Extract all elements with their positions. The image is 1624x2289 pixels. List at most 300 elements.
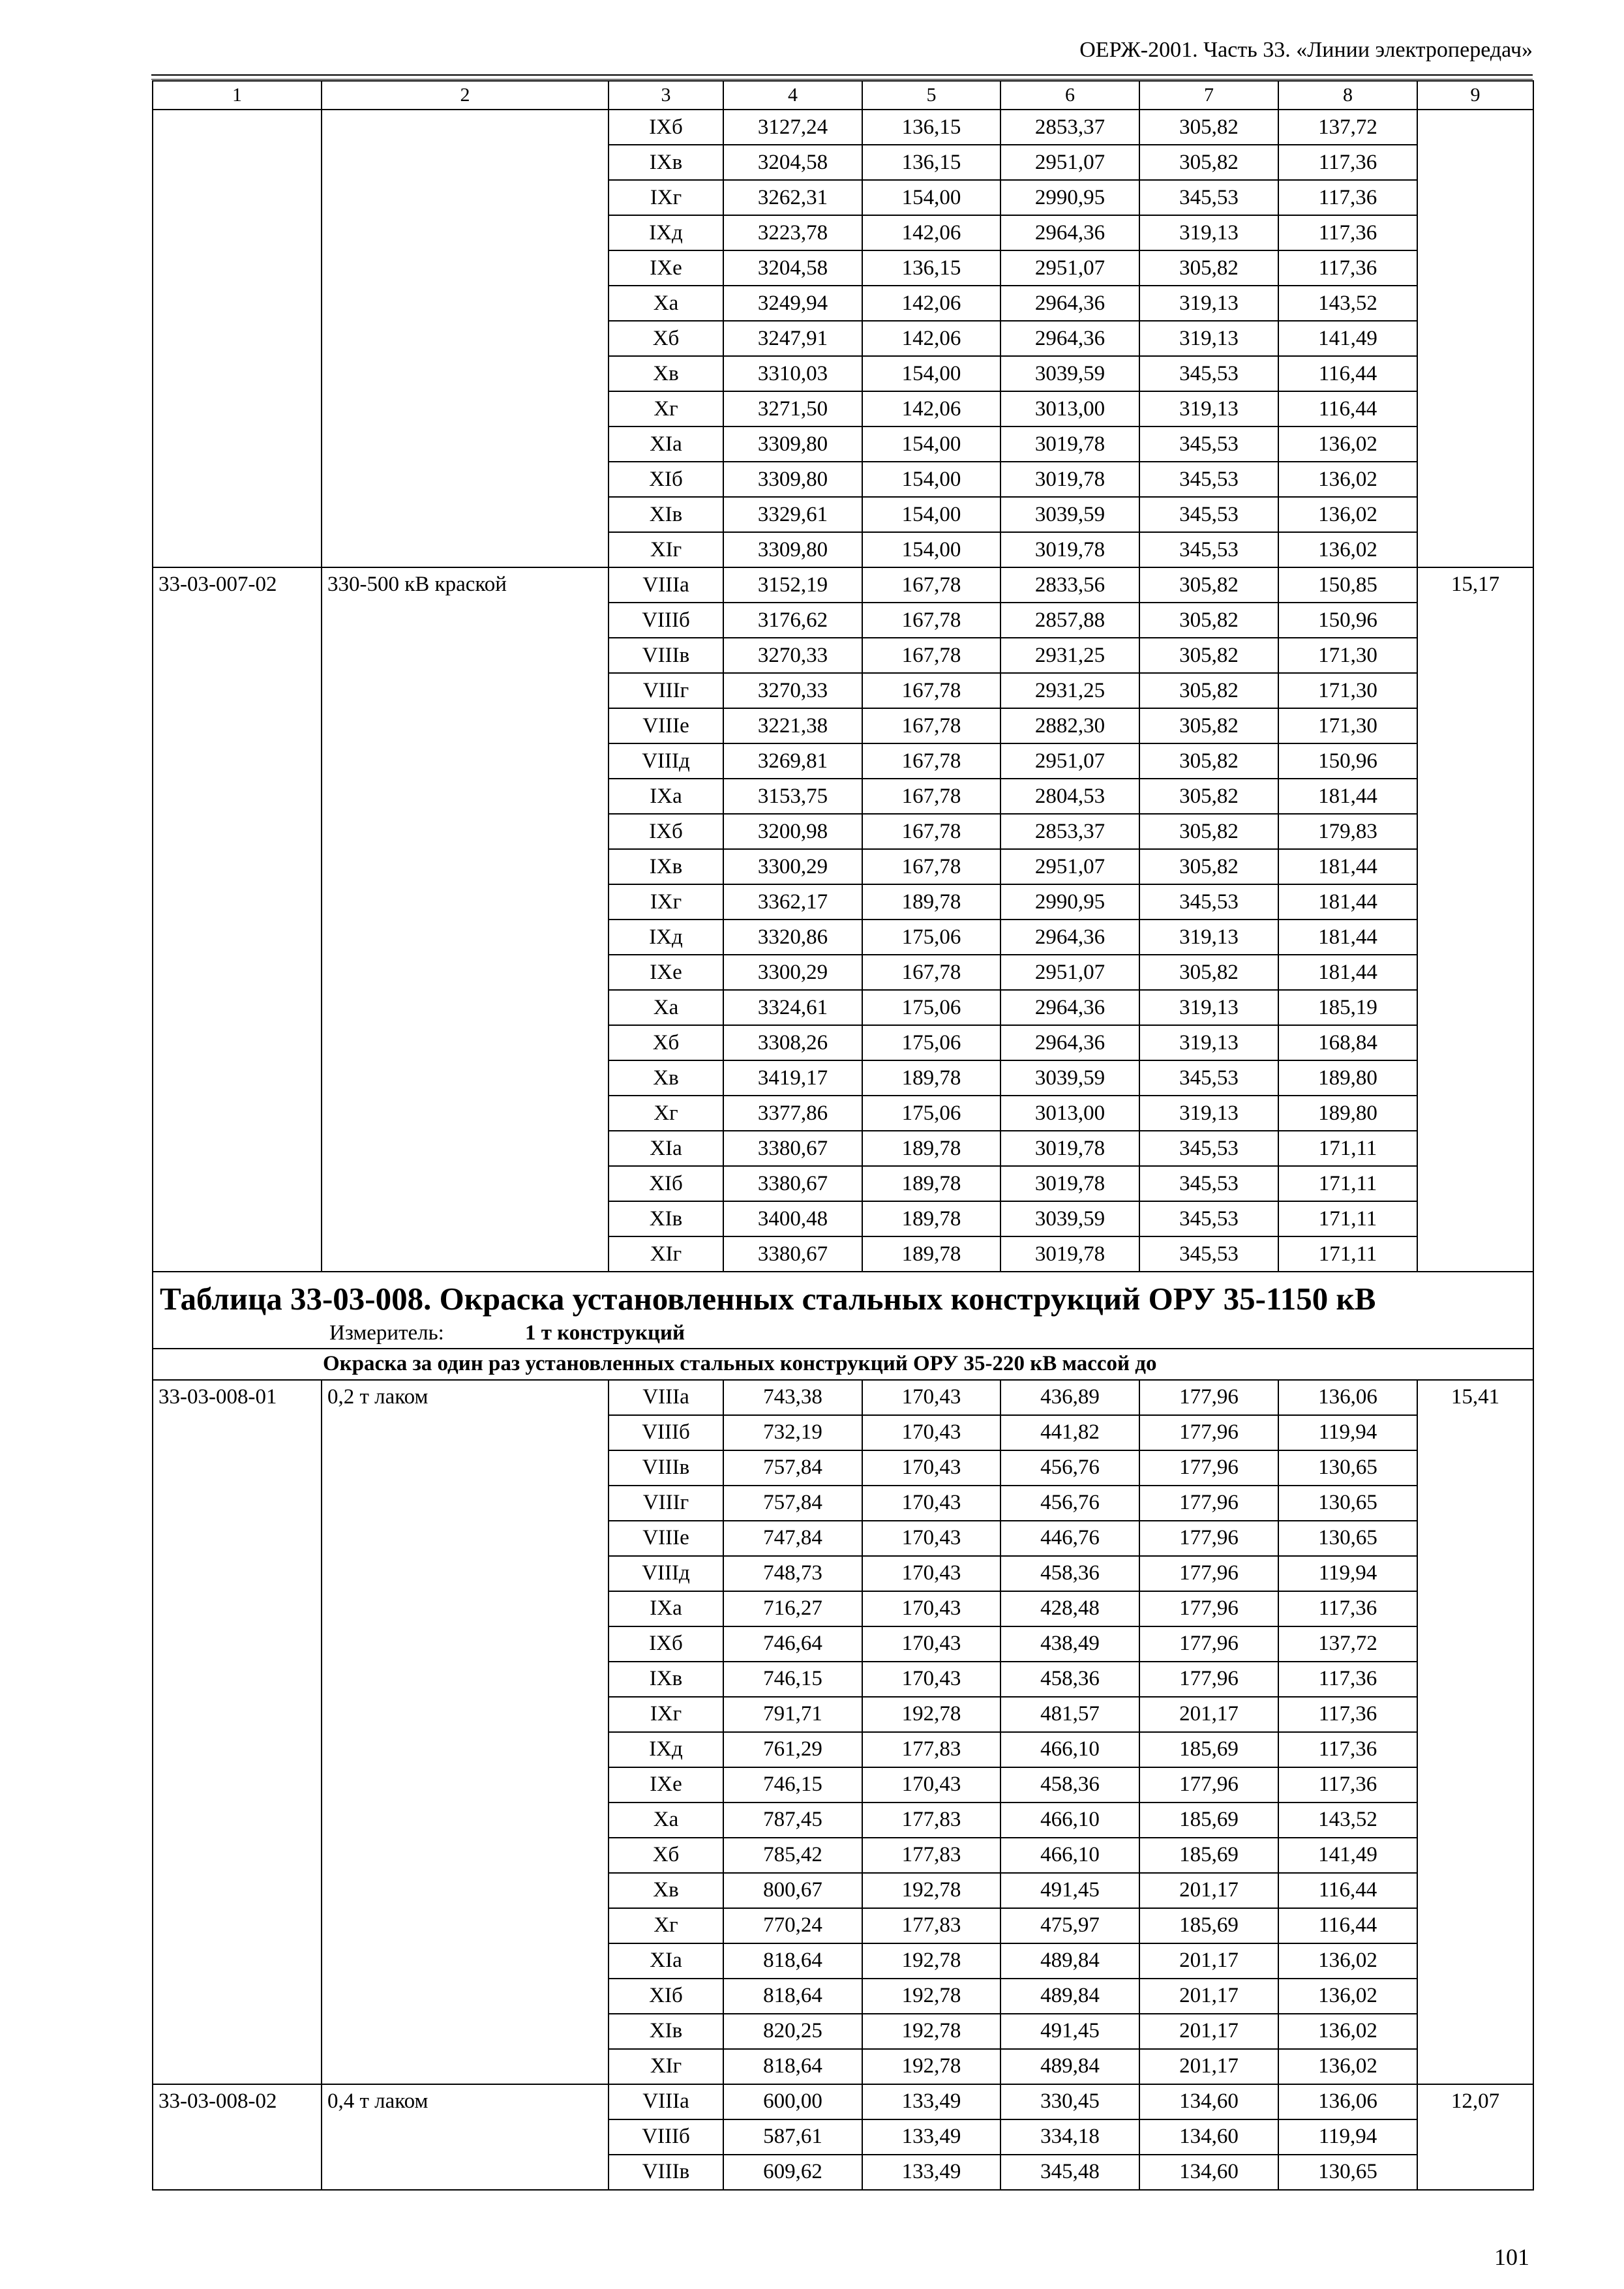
- zone-cell: IXе: [609, 1767, 723, 1803]
- value-cell: 141,49: [1278, 1838, 1417, 1873]
- value-cell: 818,64: [723, 1979, 862, 2014]
- value-cell: 319,13: [1139, 1025, 1278, 1060]
- value-cell: 757,84: [723, 1450, 862, 1486]
- value-cell: 136,06: [1278, 1380, 1417, 1415]
- value-cell: 3019,78: [1000, 1166, 1139, 1201]
- value-cell: 345,53: [1139, 356, 1278, 391]
- value-cell: 136,02: [1278, 1943, 1417, 1979]
- value-cell: 136,02: [1278, 462, 1417, 497]
- table-row: [153, 2084, 1533, 2119]
- value-cell: 201,17: [1139, 2014, 1278, 2049]
- value-cell: 185,69: [1139, 1908, 1278, 1943]
- value-cell: 785,42: [723, 1838, 862, 1873]
- value-cell: 136,15: [862, 145, 1000, 180]
- zone-cell: VIIIв: [609, 638, 723, 673]
- value-cell: 3269,81: [723, 743, 862, 779]
- value-cell: 3019,78: [1000, 532, 1139, 567]
- value-cell: 137,72: [1278, 110, 1417, 145]
- value-cell: 305,82: [1139, 145, 1278, 180]
- value-cell: 820,25: [723, 2014, 862, 2049]
- value-cell: 177,96: [1139, 1521, 1278, 1556]
- value-cell: 3200,98: [723, 814, 862, 849]
- value-cell: 154,00: [862, 356, 1000, 391]
- zone-cell: XIа: [609, 1943, 723, 1979]
- value-cell: 136,02: [1278, 426, 1417, 462]
- column-number: 2: [322, 81, 609, 110]
- value-cell: 141,49: [1278, 321, 1417, 356]
- value-cell: 136,02: [1278, 532, 1417, 567]
- work-name: 0,4 т лаком: [322, 2084, 609, 2190]
- value-cell: 192,78: [862, 2014, 1000, 2049]
- value-cell: 2853,37: [1000, 110, 1139, 145]
- value-cell: 456,76: [1000, 1486, 1139, 1521]
- value-cell: 334,18: [1000, 2119, 1139, 2155]
- value-cell: 2951,07: [1000, 145, 1139, 180]
- zone-cell: VIIIд: [609, 1556, 723, 1591]
- zone-cell: IXг: [609, 1697, 723, 1732]
- value-cell: 192,78: [862, 1943, 1000, 1979]
- zone-cell: XIг: [609, 2049, 723, 2084]
- value-cell: 185,69: [1139, 1838, 1278, 1873]
- zone-cell: XIб: [609, 1979, 723, 2014]
- zone-cell: IXг: [609, 884, 723, 920]
- zone-cell: VIIIг: [609, 1486, 723, 1521]
- value-cell: 170,43: [862, 1450, 1000, 1486]
- column-numbers-row: [153, 81, 1533, 110]
- value-cell: 305,82: [1139, 638, 1278, 673]
- zone-cell: Xг: [609, 391, 723, 426]
- value-cell: 181,44: [1278, 779, 1417, 814]
- zone-cell: Xб: [609, 1838, 723, 1873]
- table-section-heading: [153, 1272, 1533, 1380]
- value-cell: 119,94: [1278, 1415, 1417, 1450]
- value-cell: 177,83: [862, 1732, 1000, 1767]
- value-cell: 170,43: [862, 1521, 1000, 1556]
- value-cell: 117,36: [1278, 1697, 1417, 1732]
- zone-cell: IXа: [609, 779, 723, 814]
- zone-cell: XIг: [609, 1236, 723, 1272]
- value-cell: 167,78: [862, 814, 1000, 849]
- value-cell: 3300,29: [723, 849, 862, 884]
- value-cell: 201,17: [1139, 1873, 1278, 1908]
- value-cell: 201,17: [1139, 1943, 1278, 1979]
- value-cell: 319,13: [1139, 321, 1278, 356]
- value-cell: 428,48: [1000, 1591, 1139, 1626]
- value-cell: 800,67: [723, 1873, 862, 1908]
- value-cell: 189,78: [862, 1131, 1000, 1166]
- value-cell: 818,64: [723, 1943, 862, 1979]
- column-number: 4: [723, 81, 862, 110]
- value-cell: 177,96: [1139, 1662, 1278, 1697]
- value-cell: 761,29: [723, 1732, 862, 1767]
- value-cell: 587,61: [723, 2119, 862, 2155]
- table-title: Таблица 33-03-008. Окраска установленных стальных конструкций ОРУ 35-1150 кВ: [160, 1281, 1376, 1317]
- zone-cell: XIг: [609, 532, 723, 567]
- value-cell: 201,17: [1139, 1979, 1278, 2014]
- value-cell: 171,30: [1278, 673, 1417, 708]
- value-cell: 3204,58: [723, 145, 862, 180]
- zone-cell: VIIIб: [609, 2119, 723, 2155]
- value-cell: 305,82: [1139, 743, 1278, 779]
- value-cell: 3400,48: [723, 1201, 862, 1236]
- value-cell: 177,96: [1139, 1486, 1278, 1521]
- rate-code: 33-03-007-02: [153, 567, 322, 1272]
- value-cell: 175,06: [862, 1096, 1000, 1131]
- work-name: 330-500 кВ краской: [322, 567, 609, 1272]
- value-cell: 2951,07: [1000, 955, 1139, 990]
- value-cell: 446,76: [1000, 1521, 1139, 1556]
- value-cell: 117,36: [1278, 215, 1417, 250]
- value-cell: 3221,38: [723, 708, 862, 743]
- zone-cell: Xа: [609, 1803, 723, 1838]
- rate-code: [153, 110, 322, 567]
- value-cell: 3019,78: [1000, 1131, 1139, 1166]
- zone-cell: IXв: [609, 849, 723, 884]
- value-cell: 117,36: [1278, 180, 1417, 215]
- zone-cell: VIIIд: [609, 743, 723, 779]
- value-cell: 177,96: [1139, 1556, 1278, 1591]
- value-cell: 3270,33: [723, 638, 862, 673]
- value-cell: 133,49: [862, 2155, 1000, 2190]
- value-cell: 189,78: [862, 1166, 1000, 1201]
- value-cell: 3380,67: [723, 1166, 862, 1201]
- value-cell: 305,82: [1139, 708, 1278, 743]
- value-cell: 130,65: [1278, 1486, 1417, 1521]
- value-cell: 2964,36: [1000, 215, 1139, 250]
- value-cell: 747,84: [723, 1521, 862, 1556]
- value-cell: 170,43: [862, 1556, 1000, 1591]
- zone-cell: VIIIе: [609, 708, 723, 743]
- value-cell: 177,96: [1139, 1450, 1278, 1486]
- value-cell: 192,78: [862, 1979, 1000, 2014]
- value-cell: 345,53: [1139, 462, 1278, 497]
- value-cell: 345,53: [1139, 180, 1278, 215]
- value-cell: 189,80: [1278, 1060, 1417, 1096]
- value-cell: 305,82: [1139, 567, 1278, 603]
- value-cell: 2833,56: [1000, 567, 1139, 603]
- value-cell: 3309,80: [723, 462, 862, 497]
- value-cell: 3013,00: [1000, 1096, 1139, 1131]
- value-cell: 345,53: [1139, 426, 1278, 462]
- value-cell: 791,71: [723, 1697, 862, 1732]
- value-cell: 130,65: [1278, 1521, 1417, 1556]
- value-cell: 154,00: [862, 462, 1000, 497]
- value-cell: 305,82: [1139, 955, 1278, 990]
- value-cell: 3300,29: [723, 955, 862, 990]
- zone-cell: IXб: [609, 814, 723, 849]
- value-cell: 319,13: [1139, 990, 1278, 1025]
- value-cell: 185,69: [1139, 1803, 1278, 1838]
- value-cell: 319,13: [1139, 215, 1278, 250]
- zone-cell: Xа: [609, 990, 723, 1025]
- zone-cell: IXв: [609, 145, 723, 180]
- value-cell: 3324,61: [723, 990, 862, 1025]
- running-header: ОЕРЖ-2001. Часть 33. «Линии электропередач»: [1079, 38, 1533, 62]
- value-cell: 142,06: [862, 215, 1000, 250]
- table-body-bottom: [153, 1380, 1533, 2190]
- value-cell: 154,00: [862, 180, 1000, 215]
- value-cell: 167,78: [862, 567, 1000, 603]
- value-cell: 345,48: [1000, 2155, 1139, 2190]
- value-cell: 330,45: [1000, 2084, 1139, 2119]
- zone-cell: VIIIа: [609, 2084, 723, 2119]
- value-cell: 3019,78: [1000, 1236, 1139, 1272]
- value-cell: 167,78: [862, 638, 1000, 673]
- value-cell: 3204,58: [723, 250, 862, 286]
- value-cell: 319,13: [1139, 391, 1278, 426]
- page-number: 101: [1494, 2244, 1529, 2270]
- rate-code: 33-03-008-01: [153, 1380, 322, 2084]
- value-cell: 481,57: [1000, 1697, 1139, 1732]
- value-cell: 3380,67: [723, 1131, 862, 1166]
- value-cell: 170,43: [862, 1662, 1000, 1697]
- value-cell: 3127,24: [723, 110, 862, 145]
- value-cell: 177,96: [1139, 1380, 1278, 1415]
- value-cell: 345,53: [1139, 884, 1278, 920]
- column-number: 7: [1139, 81, 1278, 110]
- value-cell: 743,38: [723, 1380, 862, 1415]
- value-cell: 170,43: [862, 1380, 1000, 1415]
- value-cell: 319,13: [1139, 1096, 1278, 1131]
- value-cell: 2931,25: [1000, 638, 1139, 673]
- value-cell: 466,10: [1000, 1838, 1139, 1873]
- zone-cell: IXа: [609, 1591, 723, 1626]
- value-cell: 818,64: [723, 2049, 862, 2084]
- table-row: [153, 1380, 1533, 1415]
- value-cell: 168,84: [1278, 1025, 1417, 1060]
- value-cell: 171,11: [1278, 1131, 1417, 1166]
- value-cell: 134,60: [1139, 2084, 1278, 2119]
- value-cell: 2964,36: [1000, 321, 1139, 356]
- value-cell: 136,15: [862, 110, 1000, 145]
- value-cell: 3152,19: [723, 567, 862, 603]
- zone-cell: VIIIа: [609, 567, 723, 603]
- value-cell: 177,83: [862, 1803, 1000, 1838]
- value-cell: 2804,53: [1000, 779, 1139, 814]
- value-cell: 2964,36: [1000, 920, 1139, 955]
- value-cell: 319,13: [1139, 920, 1278, 955]
- value-cell: 154,00: [862, 497, 1000, 532]
- value-cell: 192,78: [862, 1873, 1000, 1908]
- value-cell: 171,30: [1278, 638, 1417, 673]
- zone-cell: Xа: [609, 286, 723, 321]
- value-cell: 466,10: [1000, 1732, 1139, 1767]
- value-cell: 185,69: [1139, 1732, 1278, 1767]
- value-cell: 305,82: [1139, 814, 1278, 849]
- zone-cell: VIIIб: [609, 603, 723, 638]
- value-cell: 175,06: [862, 920, 1000, 955]
- zone-cell: IXд: [609, 1732, 723, 1767]
- value-cell: 2882,30: [1000, 708, 1139, 743]
- value-cell: 134,60: [1139, 2119, 1278, 2155]
- value-cell: 177,96: [1139, 1415, 1278, 1450]
- value-cell: 3419,17: [723, 1060, 862, 1096]
- value-cell: 167,78: [862, 673, 1000, 708]
- value-cell: 319,13: [1139, 286, 1278, 321]
- value-cell: 117,36: [1278, 145, 1417, 180]
- table-row: [153, 567, 1533, 603]
- index-cell: 15,41: [1417, 1380, 1533, 2084]
- value-cell: 3039,59: [1000, 1201, 1139, 1236]
- value-cell: 456,76: [1000, 1450, 1139, 1486]
- column-number: 1: [153, 81, 322, 110]
- value-cell: 189,78: [862, 1236, 1000, 1272]
- value-cell: 345,53: [1139, 1201, 1278, 1236]
- zone-cell: IXд: [609, 920, 723, 955]
- value-cell: 143,52: [1278, 286, 1417, 321]
- value-cell: 167,78: [862, 849, 1000, 884]
- value-cell: 142,06: [862, 391, 1000, 426]
- zone-cell: IXб: [609, 110, 723, 145]
- value-cell: 181,44: [1278, 955, 1417, 990]
- column-number: 9: [1417, 81, 1533, 110]
- value-cell: 181,44: [1278, 884, 1417, 920]
- column-number: 8: [1278, 81, 1417, 110]
- value-cell: 3308,26: [723, 1025, 862, 1060]
- measure-value: 1 т конструкций: [525, 1321, 685, 1345]
- value-cell: 181,44: [1278, 849, 1417, 884]
- value-cell: 345,53: [1139, 1131, 1278, 1166]
- price-table: [152, 80, 1534, 2191]
- value-cell: 150,96: [1278, 743, 1417, 779]
- value-cell: 746,64: [723, 1626, 862, 1662]
- value-cell: 3262,31: [723, 180, 862, 215]
- value-cell: 177,96: [1139, 1591, 1278, 1626]
- value-cell: 458,36: [1000, 1767, 1139, 1803]
- value-cell: 136,02: [1278, 497, 1417, 532]
- subheading: Окраска за один раз установленных стальных конструкций ОРУ 35-220 кВ массой до: [153, 1349, 1533, 1380]
- value-cell: 3247,91: [723, 321, 862, 356]
- value-cell: 345,53: [1139, 532, 1278, 567]
- zone-cell: VIIIв: [609, 2155, 723, 2190]
- value-cell: 170,43: [862, 1626, 1000, 1662]
- zone-cell: Xв: [609, 1060, 723, 1096]
- value-cell: 3153,75: [723, 779, 862, 814]
- value-cell: 746,15: [723, 1662, 862, 1697]
- value-cell: 136,02: [1278, 2049, 1417, 2084]
- value-cell: 458,36: [1000, 1556, 1139, 1591]
- zone-cell: IXб: [609, 1626, 723, 1662]
- zone-cell: VIIIг: [609, 673, 723, 708]
- value-cell: 3320,86: [723, 920, 862, 955]
- value-cell: 134,60: [1139, 2155, 1278, 2190]
- value-cell: 136,06: [1278, 2084, 1417, 2119]
- value-cell: 3309,80: [723, 532, 862, 567]
- value-cell: 345,53: [1139, 1060, 1278, 1096]
- zone-cell: Xг: [609, 1096, 723, 1131]
- value-cell: 170,43: [862, 1415, 1000, 1450]
- value-cell: 136,02: [1278, 1979, 1417, 2014]
- value-cell: 732,19: [723, 1415, 862, 1450]
- value-cell: 177,83: [862, 1838, 1000, 1873]
- value-cell: 3176,62: [723, 603, 862, 638]
- value-cell: 3249,94: [723, 286, 862, 321]
- value-cell: 154,00: [862, 532, 1000, 567]
- zone-cell: IXе: [609, 250, 723, 286]
- value-cell: 119,94: [1278, 1556, 1417, 1591]
- value-cell: 3377,86: [723, 1096, 862, 1131]
- value-cell: 171,11: [1278, 1201, 1417, 1236]
- zone-cell: VIIIе: [609, 1521, 723, 1556]
- header-rule-thin: [151, 79, 1533, 80]
- value-cell: 150,85: [1278, 567, 1417, 603]
- value-cell: 177,96: [1139, 1626, 1278, 1662]
- value-cell: 2964,36: [1000, 1025, 1139, 1060]
- value-cell: 2990,95: [1000, 884, 1139, 920]
- value-cell: 305,82: [1139, 673, 1278, 708]
- value-cell: 2951,07: [1000, 743, 1139, 779]
- column-number: 6: [1000, 81, 1139, 110]
- value-cell: 167,78: [862, 603, 1000, 638]
- value-cell: 117,36: [1278, 250, 1417, 286]
- zone-cell: XIа: [609, 1131, 723, 1166]
- zone-cell: IXв: [609, 1662, 723, 1697]
- zone-cell: XIв: [609, 2014, 723, 2049]
- value-cell: 2990,95: [1000, 180, 1139, 215]
- column-number: 5: [862, 81, 1000, 110]
- value-cell: 117,36: [1278, 1662, 1417, 1697]
- value-cell: 189,80: [1278, 1096, 1417, 1131]
- value-cell: 119,94: [1278, 2119, 1417, 2155]
- value-cell: 136,02: [1278, 2014, 1417, 2049]
- value-cell: 3039,59: [1000, 497, 1139, 532]
- value-cell: 189,78: [862, 884, 1000, 920]
- value-cell: 150,96: [1278, 603, 1417, 638]
- value-cell: 345,53: [1139, 1236, 1278, 1272]
- value-cell: 179,83: [1278, 814, 1417, 849]
- value-cell: 305,82: [1139, 603, 1278, 638]
- value-cell: 136,15: [862, 250, 1000, 286]
- value-cell: 2964,36: [1000, 990, 1139, 1025]
- zone-cell: Xг: [609, 1908, 723, 1943]
- value-cell: 143,52: [1278, 1803, 1417, 1838]
- value-cell: 116,44: [1278, 1908, 1417, 1943]
- work-name: [322, 110, 609, 567]
- value-cell: 167,78: [862, 955, 1000, 990]
- value-cell: 3019,78: [1000, 426, 1139, 462]
- value-cell: 170,43: [862, 1486, 1000, 1521]
- value-cell: 787,45: [723, 1803, 862, 1838]
- value-cell: 189,78: [862, 1201, 1000, 1236]
- value-cell: 201,17: [1139, 2049, 1278, 2084]
- value-cell: 2964,36: [1000, 286, 1139, 321]
- value-cell: 3329,61: [723, 497, 862, 532]
- value-cell: 167,78: [862, 743, 1000, 779]
- value-cell: 436,89: [1000, 1380, 1139, 1415]
- value-cell: 475,97: [1000, 1908, 1139, 1943]
- value-cell: 305,82: [1139, 250, 1278, 286]
- value-cell: 142,06: [862, 286, 1000, 321]
- value-cell: 748,73: [723, 1556, 862, 1591]
- value-cell: 458,36: [1000, 1662, 1139, 1697]
- measure-line: [160, 1323, 1527, 1344]
- column-number: 3: [609, 81, 723, 110]
- value-cell: 170,43: [862, 1767, 1000, 1803]
- value-cell: 201,17: [1139, 1697, 1278, 1732]
- value-cell: 167,78: [862, 708, 1000, 743]
- zone-cell: Xб: [609, 321, 723, 356]
- value-cell: 305,82: [1139, 779, 1278, 814]
- value-cell: 2853,37: [1000, 814, 1139, 849]
- value-cell: 3271,50: [723, 391, 862, 426]
- value-cell: 133,49: [862, 2084, 1000, 2119]
- zone-cell: XIв: [609, 497, 723, 532]
- rate-code: 33-03-008-02: [153, 2084, 322, 2190]
- value-cell: 3223,78: [723, 215, 862, 250]
- value-cell: 3380,67: [723, 1236, 862, 1272]
- value-cell: 175,06: [862, 1025, 1000, 1060]
- value-cell: 489,84: [1000, 1979, 1139, 2014]
